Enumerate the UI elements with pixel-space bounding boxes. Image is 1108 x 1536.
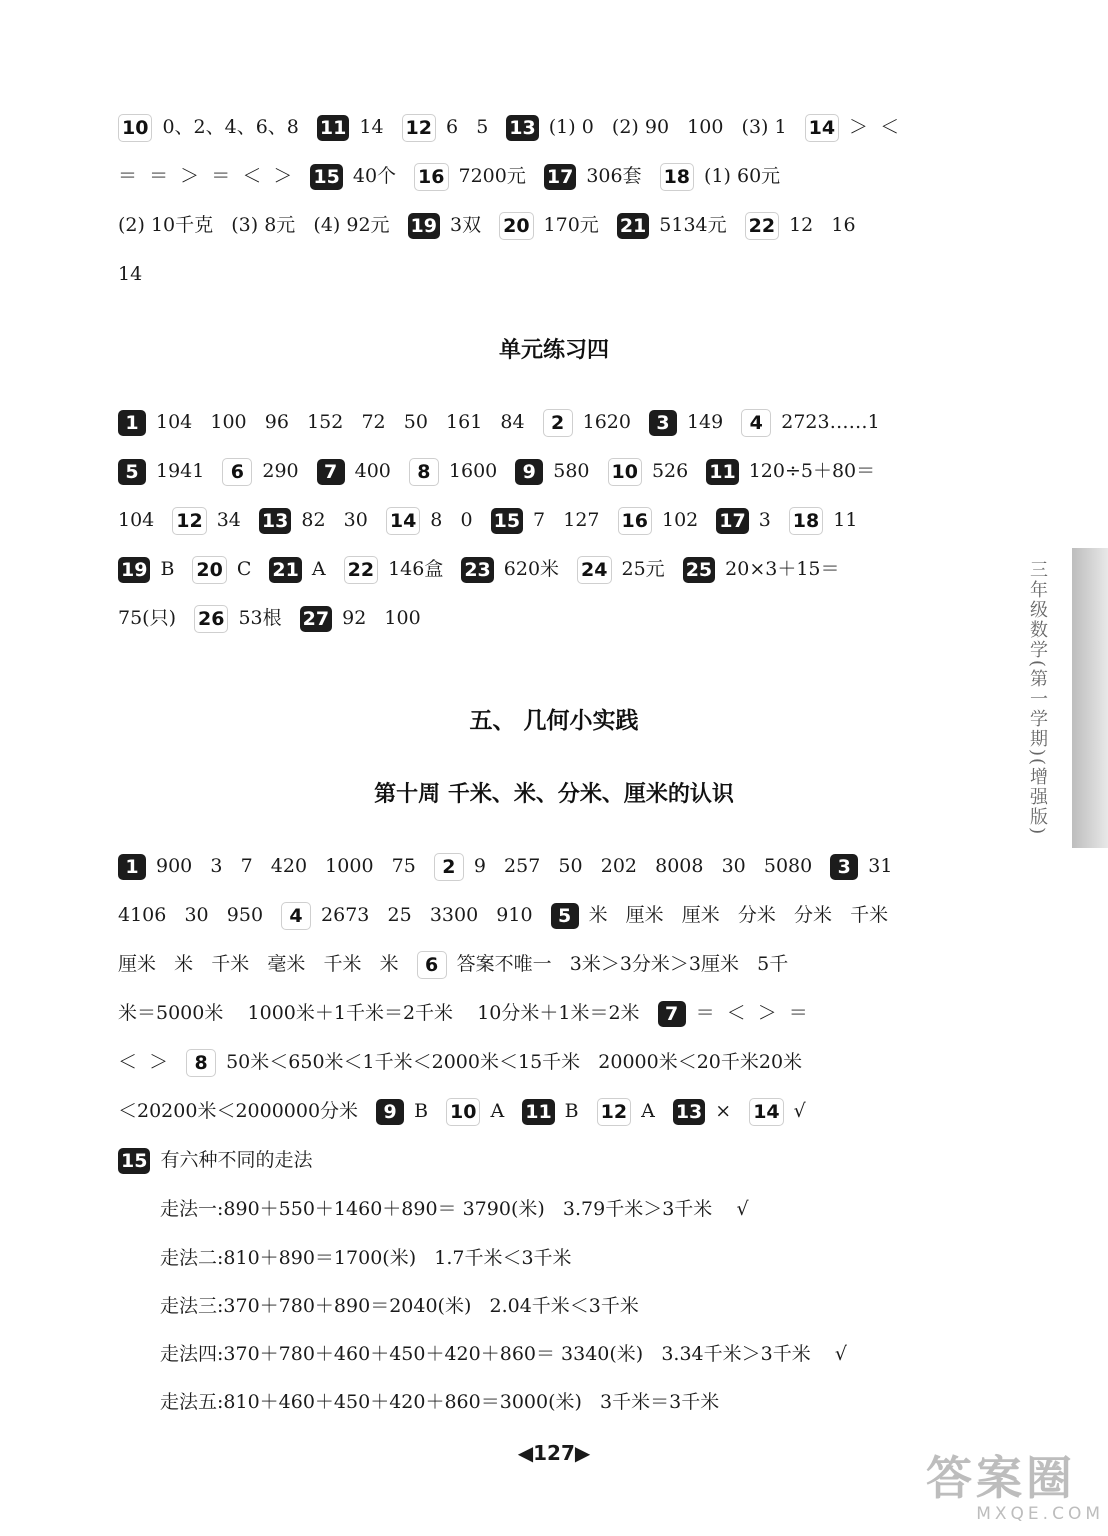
answer-text: 290 <box>262 460 299 482</box>
watermark-text: 答案圈 <box>926 1451 1076 1505</box>
answer-continuation: 75(只) <box>118 607 177 629</box>
answer-text: A <box>311 558 326 580</box>
answer-text: 104 100 96 152 72 50 161 84 <box>156 411 525 433</box>
answer-text: 3双 <box>450 214 482 236</box>
answer-text: 82 30 <box>301 509 368 531</box>
answer-text: 3 <box>758 509 771 531</box>
answer-text: 9 257 50 202 8008 30 5080 <box>473 855 813 877</box>
question-number-badge: 11 <box>317 115 349 141</box>
answer-text: A <box>490 1100 505 1122</box>
answer-item <box>683 558 840 580</box>
question-number-badge: 3 <box>830 854 858 880</box>
answer-continuation: 米＝5000米 1000米＋1千米＝2千米 10分米＋1米＝2米 <box>118 1002 640 1024</box>
answer-text: 40个 <box>352 165 397 187</box>
question-number-badge: 11 <box>522 1099 554 1125</box>
answer-item <box>186 1051 802 1073</box>
question-number-badge: 13 <box>506 115 538 141</box>
answer-text: 20×3＋15＝ <box>725 558 840 580</box>
answer-item <box>310 165 396 187</box>
answer-line <box>118 1096 988 1126</box>
answer-line <box>118 456 988 486</box>
answer-continuation: 104 <box>118 509 155 531</box>
answer-text: 5134元 <box>659 214 727 236</box>
answer-item <box>506 116 786 138</box>
question-number-badge: 2 <box>543 409 573 437</box>
answer-text: 1941 <box>156 460 205 482</box>
answer-item <box>269 558 325 580</box>
answer-item <box>660 165 781 187</box>
question-number-badge: 5 <box>118 459 146 485</box>
answer-item <box>608 460 689 482</box>
answer-text: B <box>414 1100 429 1122</box>
answer-item <box>515 460 589 482</box>
question-number-badge: 1 <box>118 854 146 880</box>
answer-item <box>805 116 900 138</box>
answer-text: 14 <box>359 116 384 138</box>
question-number-badge: 6 <box>222 458 252 486</box>
route-line: 走法二:810＋890＝1700(米) 1.7千米＜3千米 <box>160 1247 572 1269</box>
answer-continuation: (2) 10千克 (3) 8元 (4) 92元 <box>118 214 390 236</box>
question-number-badge: 18 <box>660 163 694 191</box>
answer-item <box>830 855 892 877</box>
question-number-badge: 12 <box>172 507 206 535</box>
question-number-badge: 24 <box>577 556 611 584</box>
question-number-badge: 17 <box>716 508 748 534</box>
answer-text: ＞ ＜ <box>849 116 900 138</box>
answer-text: (1) 0 (2) 90 100 (3) 1 <box>548 116 787 138</box>
answer-item <box>597 1100 655 1122</box>
answer-continuation: 厘米 米 千米 毫米 千米 米 <box>118 953 399 975</box>
question-number-badge: 12 <box>597 1098 631 1126</box>
question-number-badge: 7 <box>317 459 345 485</box>
question-number-badge: 19 <box>118 557 150 583</box>
question-number-badge: 1 <box>118 410 146 436</box>
answer-item <box>522 1100 578 1122</box>
answer-text: 2673 25 3300 910 <box>321 904 533 926</box>
answer-text: 146盒 <box>388 558 444 580</box>
answer-text: 31 <box>868 855 893 877</box>
answer-text: 7 127 <box>533 509 600 531</box>
question-number-badge: 8 <box>409 458 439 486</box>
question-number-badge: 14 <box>749 1098 783 1126</box>
question-number-badge: 6 <box>417 951 447 979</box>
answer-line <box>118 210 988 240</box>
answer-item <box>172 509 241 531</box>
question-number-badge: 22 <box>745 212 779 240</box>
answer-item <box>408 214 482 236</box>
answer-text: A <box>641 1100 655 1122</box>
answer-text: 526 <box>651 460 689 482</box>
question-number-badge: 11 <box>706 459 738 485</box>
answer-line <box>118 603 988 633</box>
answer-item <box>118 411 525 433</box>
question-number-badge: 27 <box>300 606 332 632</box>
answer-item <box>386 509 473 531</box>
answer-continuation: ＝ ＝ ＞ ＝ ＜ ＞ <box>118 165 293 187</box>
answer-text: 34 <box>216 509 241 531</box>
question-number-badge: 17 <box>544 164 576 190</box>
answer-text: 25元 <box>621 558 665 580</box>
question-number-badge: 22 <box>344 556 378 584</box>
question-number-badge: 20 <box>192 556 226 584</box>
answer-text: 102 <box>661 509 699 531</box>
answer-text: 306套 <box>586 165 642 187</box>
route-line: 走法五:810＋460＋450＋420＋860＝3000(米) 3千米＝3千米 <box>160 1391 720 1413</box>
question-number-badge: 15 <box>310 164 342 190</box>
watermark-url: MXQE.COM <box>976 1504 1104 1524</box>
side-tab <box>1072 548 1108 848</box>
answer-text: ＝ ＜ ＞ ＝ <box>695 1002 808 1024</box>
answer-item <box>300 607 421 629</box>
answer-continuation: ＜ ＞ <box>118 1051 169 1073</box>
question-number-badge: 14 <box>386 507 420 535</box>
answer-item <box>745 214 856 236</box>
question-number-badge: 25 <box>683 557 715 583</box>
question-number-badge: 10 <box>446 1098 480 1126</box>
answer-text: 149 <box>686 411 724 433</box>
answer-text: 900 3 7 420 1000 75 <box>156 855 416 877</box>
answer-text: C <box>236 558 252 580</box>
answer-item <box>118 116 299 138</box>
answer-item <box>376 1100 428 1122</box>
answer-text: 0、2、4、6、8 <box>162 116 299 138</box>
answer-line <box>118 554 988 584</box>
question-number-badge: 5 <box>551 903 579 929</box>
question-number-badge: 18 <box>789 507 823 535</box>
answer-line <box>118 407 988 437</box>
answer-text: 8 0 <box>430 509 473 531</box>
answer-item <box>658 1002 808 1024</box>
answer-item <box>789 509 858 531</box>
watermark-logo <box>926 1452 1104 1532</box>
answer-item <box>499 214 599 236</box>
question-number-badge: 3 <box>649 410 677 436</box>
question-number-badge: 19 <box>408 213 440 239</box>
answer-line <box>118 900 988 930</box>
answer-continuation: ＜20200米＜2000000分米 <box>118 1100 359 1122</box>
answer-text: B <box>160 558 175 580</box>
question-number-badge: 16 <box>414 163 448 191</box>
question-number-badge: 16 <box>618 507 652 535</box>
question-number-badge: 12 <box>402 114 436 142</box>
answer-text: 92 100 <box>342 607 421 629</box>
answer-line <box>118 161 988 191</box>
answer-item <box>417 953 789 975</box>
answer-item <box>577 558 665 580</box>
question-number-badge: 9 <box>515 459 543 485</box>
answer-item <box>281 904 533 926</box>
answer-text: 120÷5＋80＝ <box>748 460 876 482</box>
answer-line <box>118 851 988 881</box>
answer-text: 有六种不同的走法 <box>160 1149 313 1171</box>
answer-item <box>118 855 416 877</box>
answer-text: B <box>564 1100 579 1122</box>
question-number-badge: 7 <box>658 1001 686 1027</box>
answer-item <box>409 460 497 482</box>
answer-text: 400 <box>354 460 391 482</box>
question-number-badge: 9 <box>376 1099 404 1125</box>
answer-line <box>118 112 988 142</box>
side-label: 三年级数学(第一学期)(增强版) <box>1027 560 1048 837</box>
answer-item <box>118 1149 312 1171</box>
answer-text: 12 16 <box>789 214 856 236</box>
question-number-badge: 2 <box>434 853 464 881</box>
answer-item <box>741 411 879 433</box>
answer-item <box>543 411 631 433</box>
answer-text: 620米 <box>503 558 560 580</box>
question-number-badge: 15 <box>118 1148 150 1174</box>
answer-text: 1600 <box>448 460 498 482</box>
question-number-badge: 13 <box>673 1099 705 1125</box>
answer-line <box>118 505 988 535</box>
answer-item <box>446 1100 504 1122</box>
week-heading: 第十周 千米、米、分米、厘米的认识 <box>374 782 734 807</box>
answer-item <box>551 904 889 926</box>
answer-line <box>118 1145 988 1175</box>
page-number: ◀127▶ <box>517 1441 591 1465</box>
question-number-badge: 4 <box>281 902 311 930</box>
question-number-badge: 23 <box>461 557 493 583</box>
question-number-badge: 21 <box>617 213 649 239</box>
answer-item <box>222 460 298 482</box>
answer-item <box>118 558 174 580</box>
answer-text: 6 5 <box>446 116 489 138</box>
answer-item <box>544 165 642 187</box>
answer-item <box>461 558 559 580</box>
answer-text: (1) 60元 <box>704 165 781 187</box>
question-number-badge: 8 <box>186 1049 216 1077</box>
answer-text: 1620 <box>582 411 631 433</box>
answer-text: √ <box>793 1100 806 1122</box>
answer-line <box>118 949 988 979</box>
answer-item <box>491 509 600 531</box>
question-number-badge: 20 <box>499 212 533 240</box>
answer-item <box>192 558 251 580</box>
answer-item <box>706 460 875 482</box>
answer-line <box>118 998 988 1028</box>
answer-item <box>618 509 699 531</box>
answer-item <box>649 411 723 433</box>
route-line: 走法一:890＋550＋1460＋890＝ 3790(米) 3.79千米＞3千米 √ <box>160 1198 749 1220</box>
answer-item <box>317 460 391 482</box>
answer-item <box>402 116 489 138</box>
answer-text: 170元 <box>543 214 599 236</box>
answer-line <box>118 1047 988 1077</box>
question-number-badge: 10 <box>608 458 642 486</box>
answer-text: 580 <box>553 460 590 482</box>
answer-item <box>194 607 282 629</box>
answer-text: 53根 <box>238 607 282 629</box>
answer-item <box>317 116 384 138</box>
answer-text: 50米＜650米＜1千米＜2000米＜15千米 20000米＜20千米20米 <box>226 1051 803 1073</box>
answer-item <box>749 1100 806 1122</box>
answer-text: × <box>715 1100 732 1122</box>
answer-text: 11 <box>833 509 858 531</box>
question-number-badge: 10 <box>118 114 152 142</box>
route-line: 走法四:370＋780＋460＋450＋420＋860＝ 3340(米) 3.34千米＞3千米 √ <box>160 1343 847 1365</box>
answer-item <box>259 509 368 531</box>
question-number-badge: 13 <box>259 508 291 534</box>
question-number-badge: 21 <box>269 557 301 583</box>
answer-item <box>617 214 727 236</box>
answer-item <box>673 1100 731 1122</box>
answer-text: 答案不唯一 3米＞3分米＞3厘米 5千 <box>456 953 789 975</box>
answer-text: 米 厘米 厘米 分米 分米 千米 <box>588 904 889 926</box>
chapter-heading: 五、 几何小实践 <box>469 708 639 734</box>
answer-text: 2723……1 <box>781 411 880 433</box>
answer-item <box>716 509 771 531</box>
answer-continuation: 4106 30 950 <box>118 904 264 926</box>
answer-continuation: 14 <box>118 263 143 285</box>
answer-item <box>434 855 812 877</box>
question-number-badge: 4 <box>741 409 771 437</box>
answer-item <box>344 558 444 580</box>
answer-item <box>118 460 204 482</box>
unit-practice-heading: 单元练习四 <box>498 338 609 363</box>
question-number-badge: 15 <box>491 508 523 534</box>
answer-item <box>414 165 526 187</box>
answer-text: 7200元 <box>458 165 526 187</box>
answer-line <box>118 259 988 289</box>
route-line: 走法三:370＋780＋890＝2040(米) 2.04千米＜3千米 <box>160 1295 639 1317</box>
question-number-badge: 14 <box>805 114 839 142</box>
question-number-badge: 26 <box>194 605 228 633</box>
